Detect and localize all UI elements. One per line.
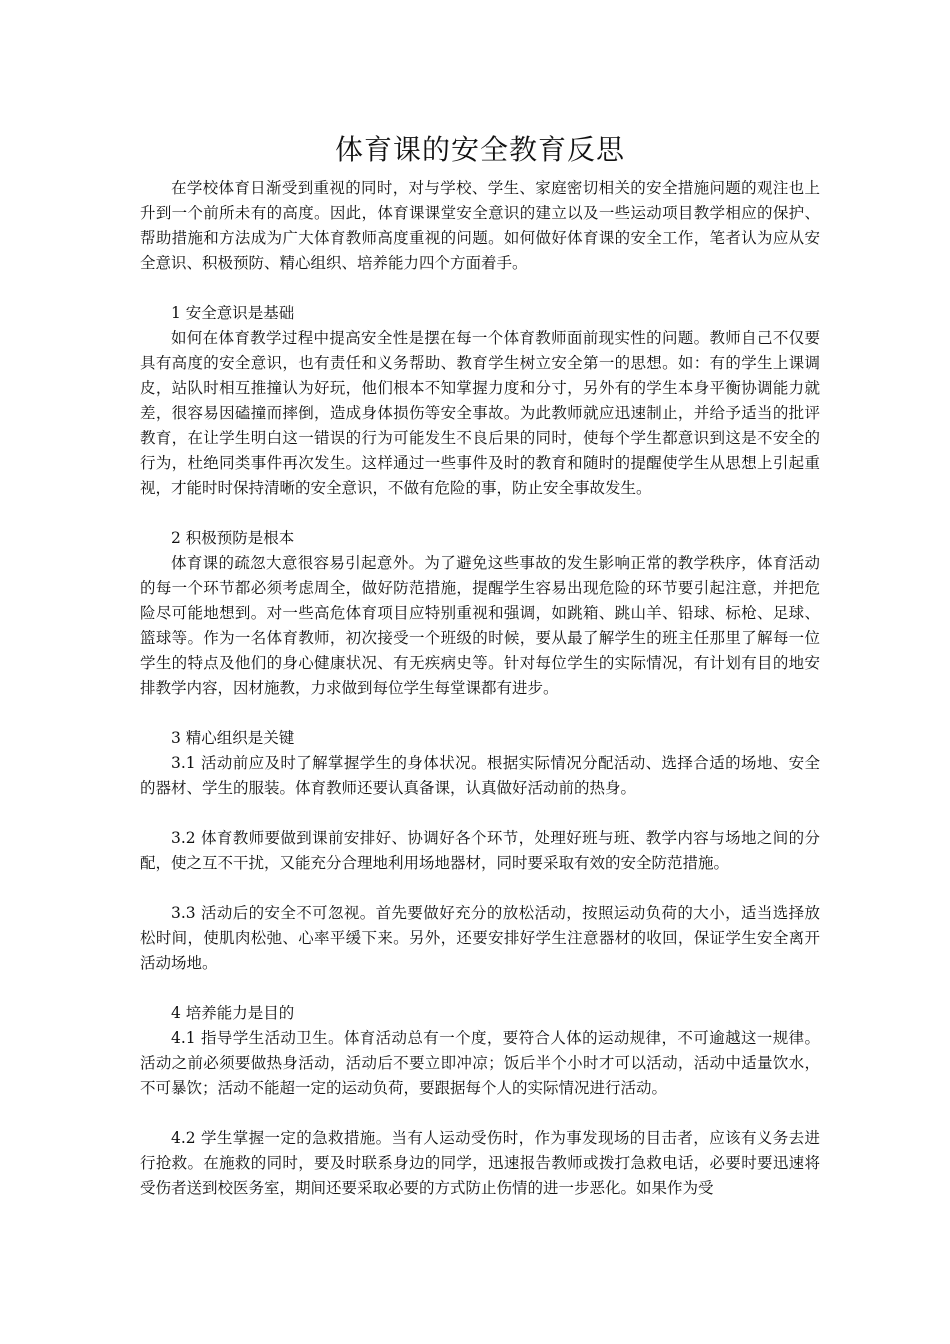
document-page — [140, 128, 820, 1201]
section-1-heading: 1 安全意识是基础 — [171, 304, 295, 322]
section-2-paragraph: 体育课的疏忽大意很容易引起意外。为了避免这些事故的发生影响正常的教学秩序，体育活动的每一个环节都必须考虑周全，做好防范措施，提醒学生容易出现危险的环节要引起注意，并把危险尽可能地想到。对一些高危体育项目应特别重视和强调，如跳箱、跳山羊、铅球、标枪、足球、篮球等。作为一名体育教师，初次接受一个班级的时候，要从最了解学生的班主任那里了解每一位学生的特点及他们的身心健康状况、有无疾病史等。针对每位学生的实际情况，有计划有目的地安排教学内容，因材施教，力求做到每位学生每堂课都有进步。 — [140, 554, 820, 697]
paragraph-spacer — [140, 1101, 820, 1126]
section-4-heading: 4 培养能力是目的 — [171, 1004, 295, 1022]
intro-paragraph: 在学校体育日渐受到重视的同时，对与学校、学生、家庭密切相关的安全措施问题的观注也上升到一个前所未有的高度。因此，体育课课堂安全意识的建立以及一些运动项目教学相应的保护、帮助措施和方法成为广大体育教师高度重视的问题。如何做好体育课的安全工作，笔者认为应从安全意识、积极预防、精心组织、培养能力四个方面着手。 — [140, 179, 820, 272]
paragraph-spacer — [140, 276, 820, 301]
paragraph-spacer — [140, 701, 820, 726]
paragraph-spacer — [140, 801, 820, 826]
section-3-heading: 3 精心组织是关键 — [171, 729, 295, 747]
section-1-paragraph: 如何在体育教学过程中提高安全性是摆在每一个体育教师面前现实性的问题。教师自己不仅要具有高度的安全意识，也有责任和义务帮助、教育学生树立安全第一的思想。如：有的学生上课调皮，站队时相互推撞认为好玩，他们根本不知掌握力度和分寸，另外有的学生本身平衡协调能力就差，很容易因磕撞而摔倒，造成身体损伤等安全事故。为此教师就应迅速制止，并给予适当的批评教育，在让学生明白这一错误的行为可能发生不良后果的同时，使每个学生都意识到这是不安全的行为，杜绝同类事件再次发生。这样通过一些事件及时的教育和随时的提醒使学生从思想上引起重视，才能时时保持清晰的安全意识，不做有危险的事，防止安全事故发生。 — [140, 329, 820, 497]
section-2-heading: 2 积极预防是根本 — [171, 529, 295, 547]
section-3-1-paragraph: 3.1 活动前应及时了解掌握学生的身体状况。根据实际情况分配活动、选择合适的场地、安全的器材、学生的服装。体育教师还要认真备课，认真做好活动前的热身。 — [140, 754, 820, 797]
document-title: 体育课的安全教育反思 — [334, 133, 625, 166]
section-3-2-paragraph: 3.2 体育教师要做到课前安排好、协调好各个环节，处理好班与班、教学内容与场地之间的分配，使之互不干扰，又能充分合理地利用场地器材，同时要采取有效的安全防范措施。 — [140, 829, 820, 872]
section-4-1-paragraph: 4.1 指导学生活动卫生。体育活动总有一个度，要符合人体的运动规律，不可逾越这一规律。活动之前必须要做热身活动，活动后不要立即冲凉；饭后半个小时才可以活动，活动中适量饮水，不可暴饮；活动不能超一定的运动负荷，要跟据每个人的实际情况进行活动。 — [140, 1029, 820, 1097]
section-4-2-paragraph: 4.2 学生掌握一定的急救措施。当有人运动受伤时，作为事发现场的目击者，应该有义务去进行抢救。在施救的同时，要及时联系身边的同学，迅速报告教师或拨打急救电话，必要时要迅速将受伤者送到校医务室，期间还要采取必要的方式防止伤情的进一步恶化。如果作为受 — [140, 1129, 820, 1197]
section-3-3-paragraph: 3.3 活动后的安全不可忽视。首先要做好充分的放松活动，按照运动负荷的大小，适当选择放松时间，使肌肉松弛、心率平缓下来。另外，还要安排好学生注意器材的收回，保证学生安全离开活动场地。 — [140, 904, 820, 972]
paragraph-spacer — [140, 976, 820, 1001]
paragraph-spacer — [140, 876, 820, 901]
paragraph-spacer — [140, 501, 820, 526]
